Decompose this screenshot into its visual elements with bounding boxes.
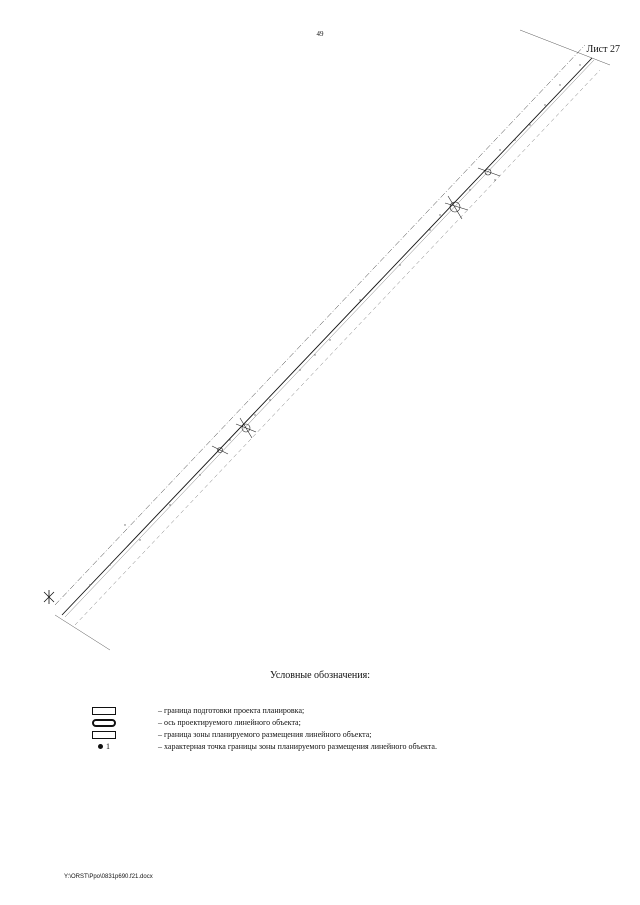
survey-dots	[89, 64, 580, 585]
legend-item-zone	[90, 729, 610, 740]
axis-line-symbol	[90, 718, 118, 728]
end-tick-bottom	[55, 615, 110, 650]
planning-boundary-line-2	[75, 70, 600, 625]
legend-title: Условные обозначения:	[269, 670, 370, 681]
footer-file-path: Y:\ORST\Ppo\0831p690.f21.docx	[64, 874, 153, 880]
node-cluster-1	[445, 196, 468, 219]
zone-box-symbol	[90, 730, 118, 740]
legend-item-text: – граница подготовки проекта планировка;	[158, 706, 305, 715]
end-tick-top	[520, 30, 610, 65]
sheet-label: Лист 27	[586, 44, 620, 55]
legend-item-planning-boundary	[90, 705, 610, 716]
legend	[90, 705, 610, 753]
legend-item-text: – ось проектируемого линейного объекта;	[158, 718, 301, 727]
legend-item-point	[90, 741, 610, 752]
point-label: 1	[106, 742, 110, 751]
page-number: 49	[316, 30, 324, 38]
legend-item-text: – граница зоны планируемого размещения линейного объекта;	[158, 730, 372, 739]
north-arrow-mark	[44, 590, 54, 604]
point-dot-icon	[98, 744, 103, 749]
linear-object-axis	[62, 58, 592, 615]
boundary-box-symbol	[90, 706, 118, 716]
legend-item-text: – характерная точка границы зоны планируемого размещения линейного объекта.	[158, 742, 437, 751]
linear-object-axis-2	[65, 60, 594, 617]
planning-boundary-line	[55, 45, 585, 605]
point-symbol	[90, 742, 118, 752]
node-cluster-4	[212, 446, 228, 454]
legend-item-axis	[90, 717, 610, 728]
